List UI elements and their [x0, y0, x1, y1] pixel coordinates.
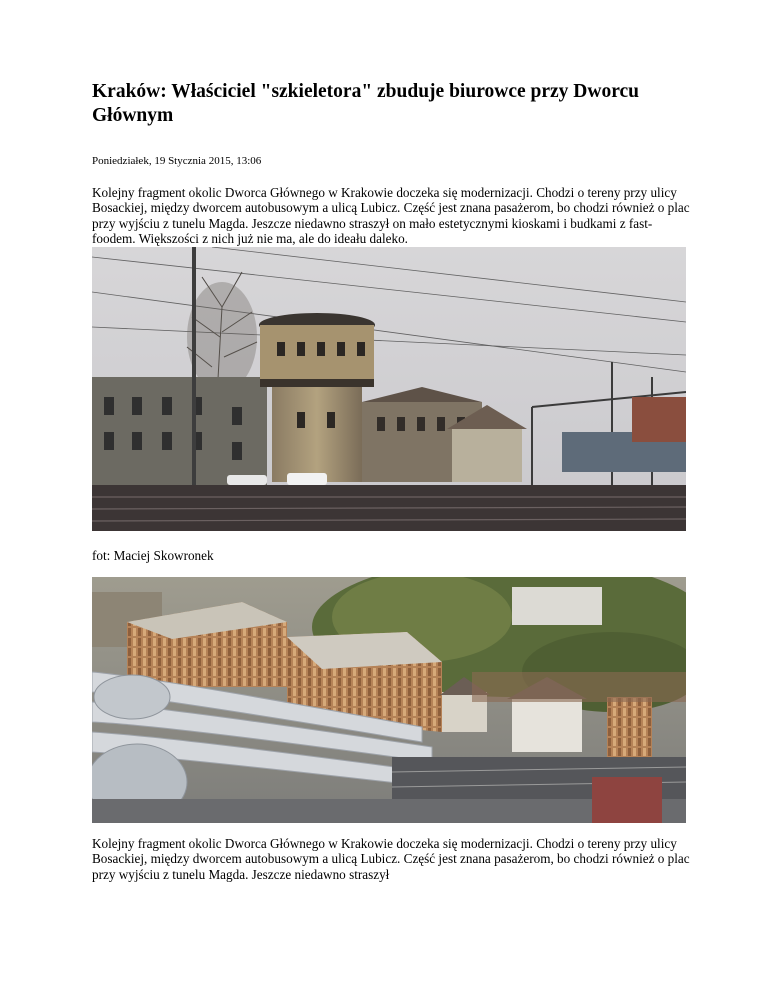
office-buildings-model-photo	[92, 577, 686, 823]
article-intro: Kolejny fragment okolic Dworca Głównego w Krakowie doczeka się modernizacji. Chodzi o tereny przy ulicy Bosackiej, między dworcem autobusowym a ulicą Lubicz. Część jest znana pasażerom, bo chodzi również o plac przy wyjściu z tunelu Magda. Jeszcze niedawno straszył on mało estetycznymi kioskami i budkami z fast-foodem. Większości z nich już nie ma, ale do ideału daleko.	[92, 185, 690, 247]
article-paragraph-repeat: Kolejny fragment okolic Dworca Głównego w Krakowie doczeka się modernizacji. Chodzi o tereny przy ulicy Bosackiej, między dworcem autobusowym a ulicą Lubicz. Część jest znana pasażerom, bo chodzi również o plac przy wyjściu z tunelu Magda. Jeszcze niedawno straszył	[92, 836, 690, 882]
water-tower-photo	[92, 247, 686, 531]
article-title: Kraków: Właściciel "szkieletora" zbuduje biurowce przy Dworcu Głównym	[92, 81, 640, 126]
article-date: Poniedziałek, 19 Stycznia 2015, 13:06	[92, 155, 262, 167]
article	[92, 80, 692, 882]
photo-caption: fot: Maciej Skowronek	[92, 547, 214, 563]
